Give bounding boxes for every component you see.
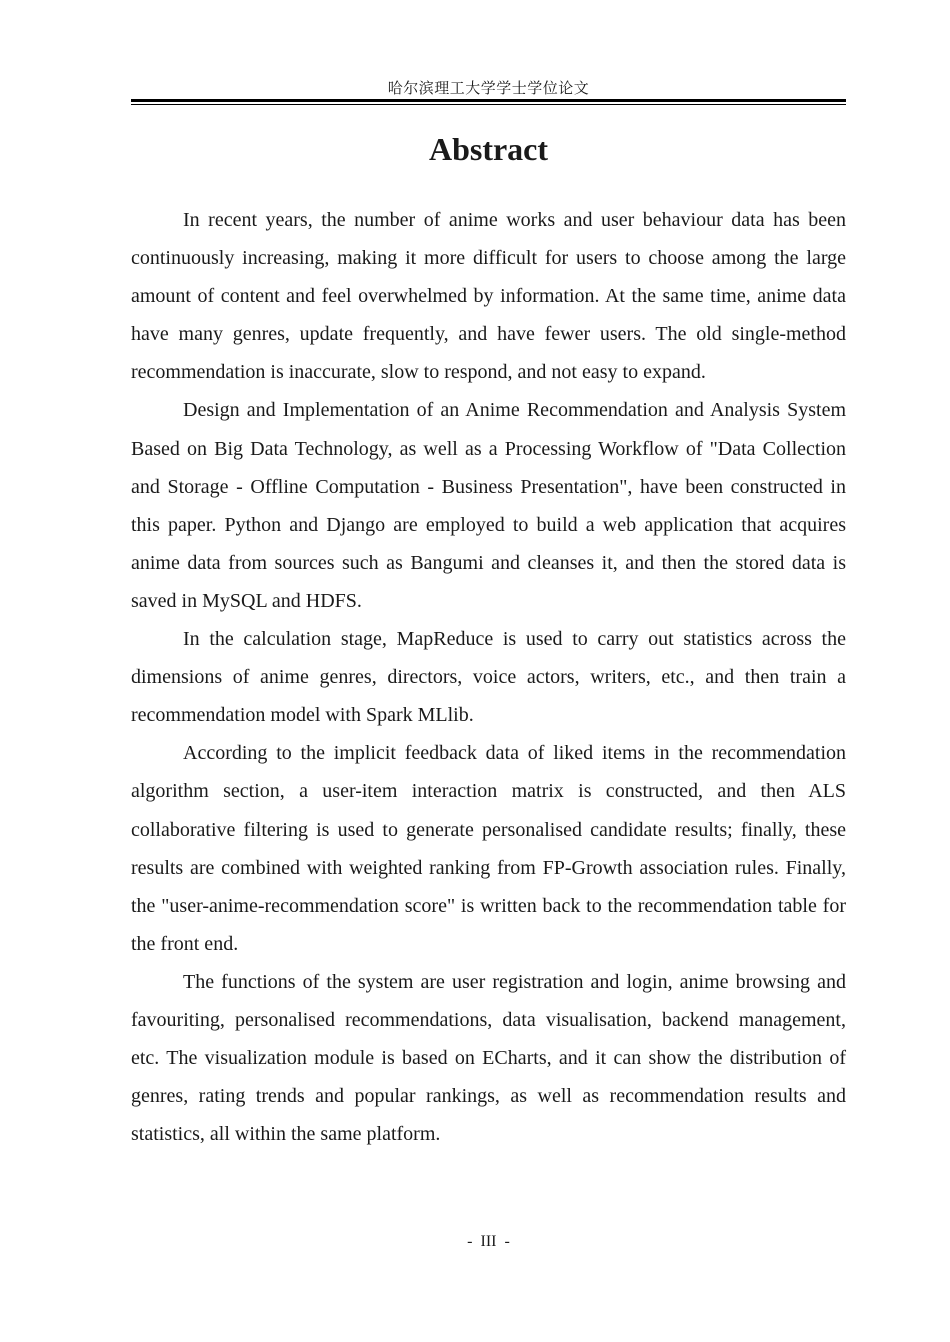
- header-rule-thin: [131, 104, 846, 105]
- abstract-paragraph-2: Design and Implementation of an Anime Recommendation and Analysis System Based on Big Data Technology, as well as a Processing Workflow of "Data Collection and Storage - Offline Computation - Business Presentation", have been constructed in this paper. Python and Django are employed to build a web application that acquires anime data from sources such as Bangumi and cleanses it, and then the stored data is saved in MySQL and HDFS.: [131, 399, 846, 612]
- abstract-paragraph-5: The functions of the system are user registration and login, anime browsing and favouriting, personalised recommendations, data visualisation, backend management, etc. The visualization module is based on ECharts, and it can show the distribution of genres, rating trends and popular rankings, as well as recommendation results and statistics, all within the same platform.: [131, 970, 846, 1146]
- running-header: 哈尔滨理工大学学士学位论文: [387, 79, 590, 97]
- abstract-paragraph-3: In the calculation stage, MapReduce is used to carry out statistics across the dimensions of anime genres, directors, voice actors, writers, etc., and then train a recommendation model with Spark MLlib.: [131, 628, 846, 727]
- abstract-paragraph-4: According to the implicit feedback data of liked items in the recommendation algorithm section, a user-item interaction matrix is constructed, and then ALS collaborative filtering is used to generate personalised candidate results; finally, these results are combined with weighted ranking from FP-Growth association rules. Finally, the "user-anime-recommendation score" is written back to the recommendation table for the front end.: [131, 742, 846, 955]
- page-title: Abstract: [428, 131, 549, 167]
- header-rule-thick: [131, 99, 846, 102]
- abstract-paragraph-1: In recent years, the number of anime works and user behaviour data has been continuously increasing, making it more difficult for users to choose among the large amount of content and feel overwhelmed by information. At the same time, anime data have many genres, update frequently, and have fewer users. The old single-method recommendation is inaccurate, slow to respond, and not easy to expand.: [131, 209, 846, 384]
- abstract-body: [131, 201, 846, 1153]
- page-number: - III -: [467, 1233, 510, 1250]
